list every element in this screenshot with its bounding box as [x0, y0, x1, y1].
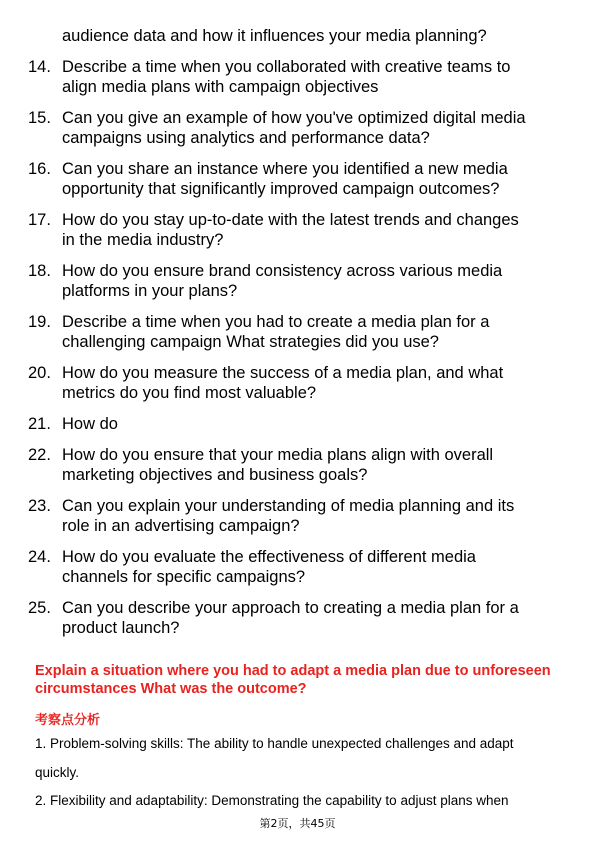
question-number: 15. — [28, 109, 51, 127]
question-text-line: align media plans with campaign objectives — [62, 78, 379, 96]
question-item — [0, 108, 595, 148]
continued-question-text: audience data and how it influences your media planning? — [62, 27, 487, 45]
question-text-line: campaigns using analytics and performance data? — [62, 129, 430, 147]
question-text-line: channels for specific campaigns? — [62, 568, 306, 586]
question-text-line: Can you share an instance where you identified a new media — [62, 160, 508, 178]
question-text-line: metrics do you find most valuable? — [62, 384, 317, 402]
question-number: 18. — [28, 262, 51, 280]
question-text-line: opportunity that significantly improved campaign outcomes? — [62, 180, 500, 198]
question-number: 23. — [28, 497, 51, 515]
question-text-line: How do you measure the success of a media plan, and what — [62, 364, 504, 382]
analysis-point-line: 1. Problem-solving skills: The ability to handle unexpected challenges and adapt — [35, 736, 514, 751]
question-item — [0, 547, 595, 587]
question-number: 20. — [28, 364, 51, 382]
question-item — [0, 496, 595, 536]
analysis-point-line: quickly. — [35, 765, 80, 780]
featured-question-line: circumstances What was the outcome? — [35, 681, 307, 697]
question-item — [0, 261, 595, 301]
question-text-line: Can you describe your approach to creating a media plan for a — [62, 599, 519, 617]
question-text-line: product launch? — [62, 619, 180, 637]
question-list — [0, 57, 595, 649]
question-text-line: challenging campaign What strategies did you use? — [62, 333, 439, 351]
page-footer: 第2页，共45页 — [259, 817, 336, 830]
question-number: 24. — [28, 548, 51, 566]
question-item — [0, 159, 595, 199]
question-number: 22. — [28, 446, 51, 464]
question-text-line: platforms in your plans? — [62, 282, 238, 300]
question-text-line: Can you give an example of how you've optimized digital media — [62, 109, 526, 127]
question-text-line: How do you ensure that your media plans align with overall — [62, 446, 494, 464]
question-text-line: Describe a time when you had to create a media plan for a — [62, 313, 490, 331]
question-text-line: role in an advertising campaign? — [62, 517, 300, 535]
question-text-line: How do you stay up-to-date with the latest trends and changes — [62, 211, 519, 229]
question-number: 25. — [28, 599, 51, 617]
question-number: 19. — [28, 313, 51, 331]
question-number: 16. — [28, 160, 51, 178]
question-item — [0, 363, 595, 403]
analysis-point-line: 2. Flexibility and adaptability: Demonstrating the capability to adjust plans when — [35, 793, 509, 808]
featured-question-line: Explain a situation where you had to adapt a media plan due to unforeseen — [35, 663, 551, 679]
question-item — [0, 57, 595, 97]
question-number: 21. — [28, 415, 51, 433]
question-number: 14. — [28, 58, 51, 76]
question-item — [0, 598, 595, 638]
question-item — [0, 445, 595, 485]
question-text-line: How do — [62, 415, 118, 433]
question-text-line: in the media industry? — [62, 231, 224, 249]
question-text-line: How do you ensure brand consistency across various media — [62, 262, 503, 280]
question-text-line: How do you evaluate the effectiveness of different media — [62, 548, 476, 566]
question-item — [0, 210, 595, 250]
question-number: 17. — [28, 211, 51, 229]
question-text-line: marketing objectives and business goals? — [62, 466, 368, 484]
featured-question — [35, 662, 565, 698]
section-heading: 考察点分析 — [35, 713, 101, 728]
question-text-line: Can you explain your understanding of media planning and its — [62, 497, 515, 515]
question-item — [0, 414, 595, 434]
question-item — [0, 312, 595, 352]
question-text-line: Describe a time when you collaborated with creative teams to — [62, 58, 511, 76]
